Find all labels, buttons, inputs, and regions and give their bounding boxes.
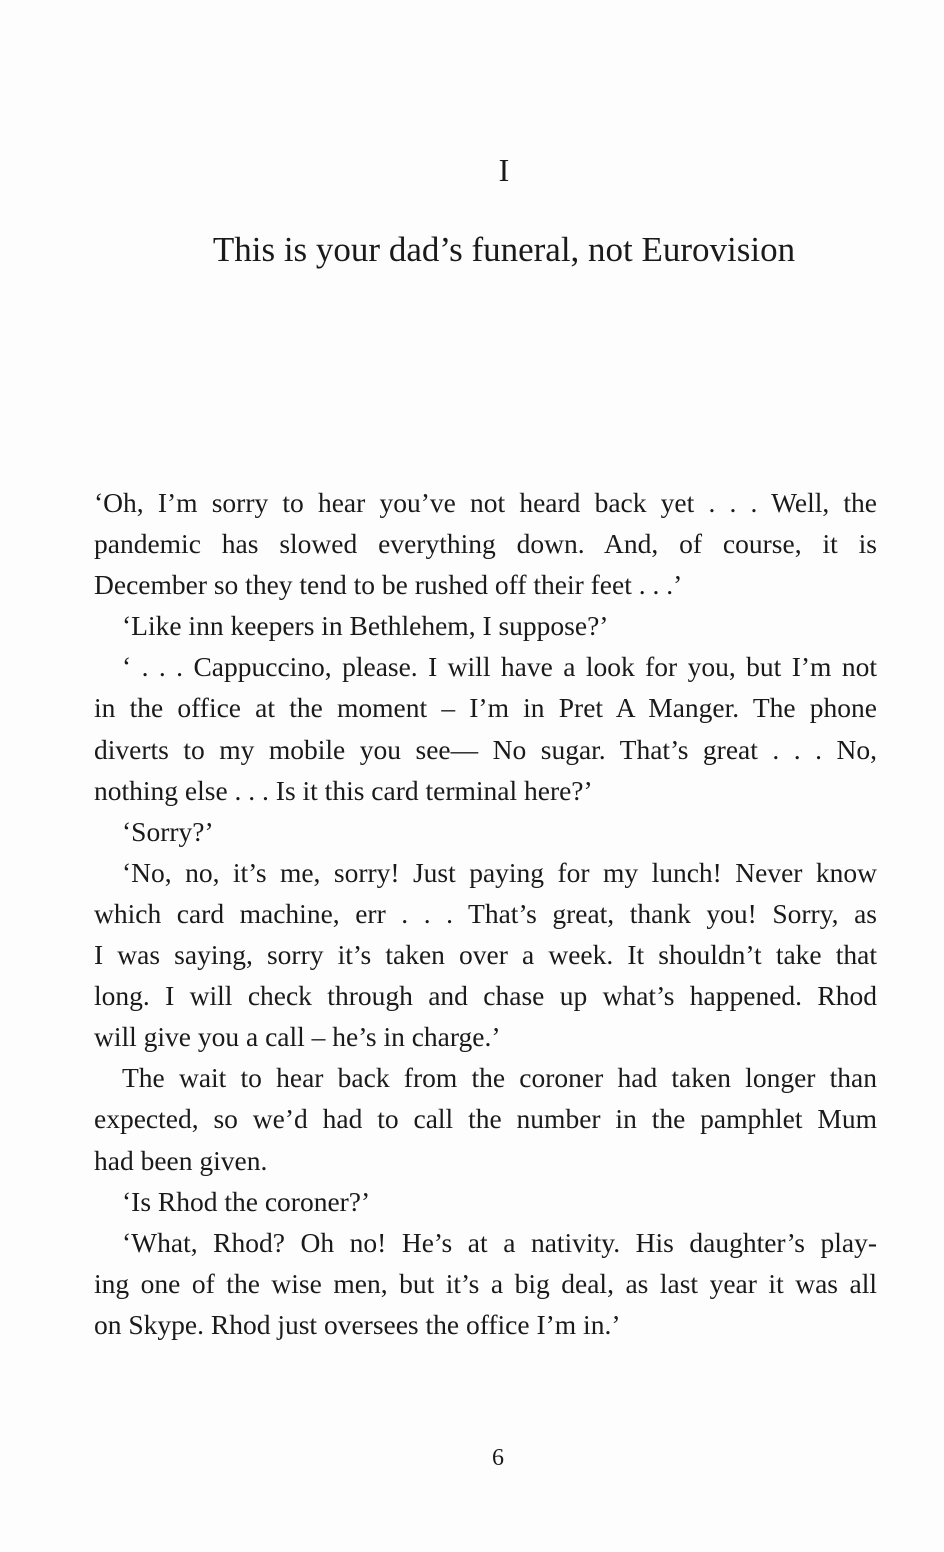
text-line: ‘No, no, it’s me, sorry! Just paying for my lunch! Never know <box>122 856 877 888</box>
text-line: nothing else . . . Is it this card terminal here?’ <box>94 774 593 806</box>
text-line: ‘ . . . Cappuccino, please. I will have a look for you, but I’m not <box>122 651 877 683</box>
chapter-title: This is your dad’s funeral, not Eurovision <box>212 230 796 269</box>
paragraph <box>94 1181 877 1222</box>
text-line: I was saying, sorry it’s taken over a week. It shouldn’t take that <box>94 939 877 971</box>
text-line: diverts to my mobile you see— No sugar. That’s great . . . No, <box>94 733 877 765</box>
text-line: ‘Sorry?’ <box>122 815 214 847</box>
paragraph <box>94 811 877 852</box>
text-line: ‘What, Rhod? Oh no! He’s at a nativity. His daughter’s play- <box>122 1226 877 1258</box>
text-line: ‘Like inn keepers in Bethlehem, I suppose?’ <box>122 610 609 642</box>
body-text <box>94 482 877 1345</box>
text-line: ‘Oh, I’m sorry to hear you’ve not heard back yet . . . Well, the <box>94 487 877 518</box>
text-line: December so they tend to be rushed off their feet . . .’ <box>94 569 683 601</box>
text-line: in the office at the moment – I’m in Pret A Manger. The phone <box>94 692 877 724</box>
page-number: 6 <box>492 1445 504 1471</box>
text-line: which card machine, err . . . That’s great, thank you! Sorry, as <box>94 897 877 929</box>
text-line: long. I will check through and chase up what’s happened. Rhod <box>94 980 877 1012</box>
paragraph <box>94 482 877 605</box>
text-line: expected, so we’d had to call the number in the pamphlet Mum <box>94 1103 877 1135</box>
text-line: ing one of the wise men, but it’s a big deal, as last year it was all <box>94 1267 877 1299</box>
text-line: will give you a call – he’s in charge.’ <box>94 1021 501 1053</box>
text-line: ‘Is Rhod the coroner?’ <box>122 1185 371 1217</box>
paragraph <box>94 852 877 1057</box>
paragraph <box>94 605 877 646</box>
text-line: The wait to hear back from the coroner had taken longer than <box>122 1062 877 1094</box>
text-line: on Skype. Rhod just oversees the office I’m in.’ <box>94 1308 621 1340</box>
paragraph <box>94 1222 877 1345</box>
text-line: pandemic has slowed everything down. And, of course, it is <box>94 528 877 560</box>
paragraph <box>94 646 877 810</box>
chapter-number: I <box>498 152 510 188</box>
paragraph <box>94 1057 877 1180</box>
text-line: had been given. <box>94 1144 268 1176</box>
